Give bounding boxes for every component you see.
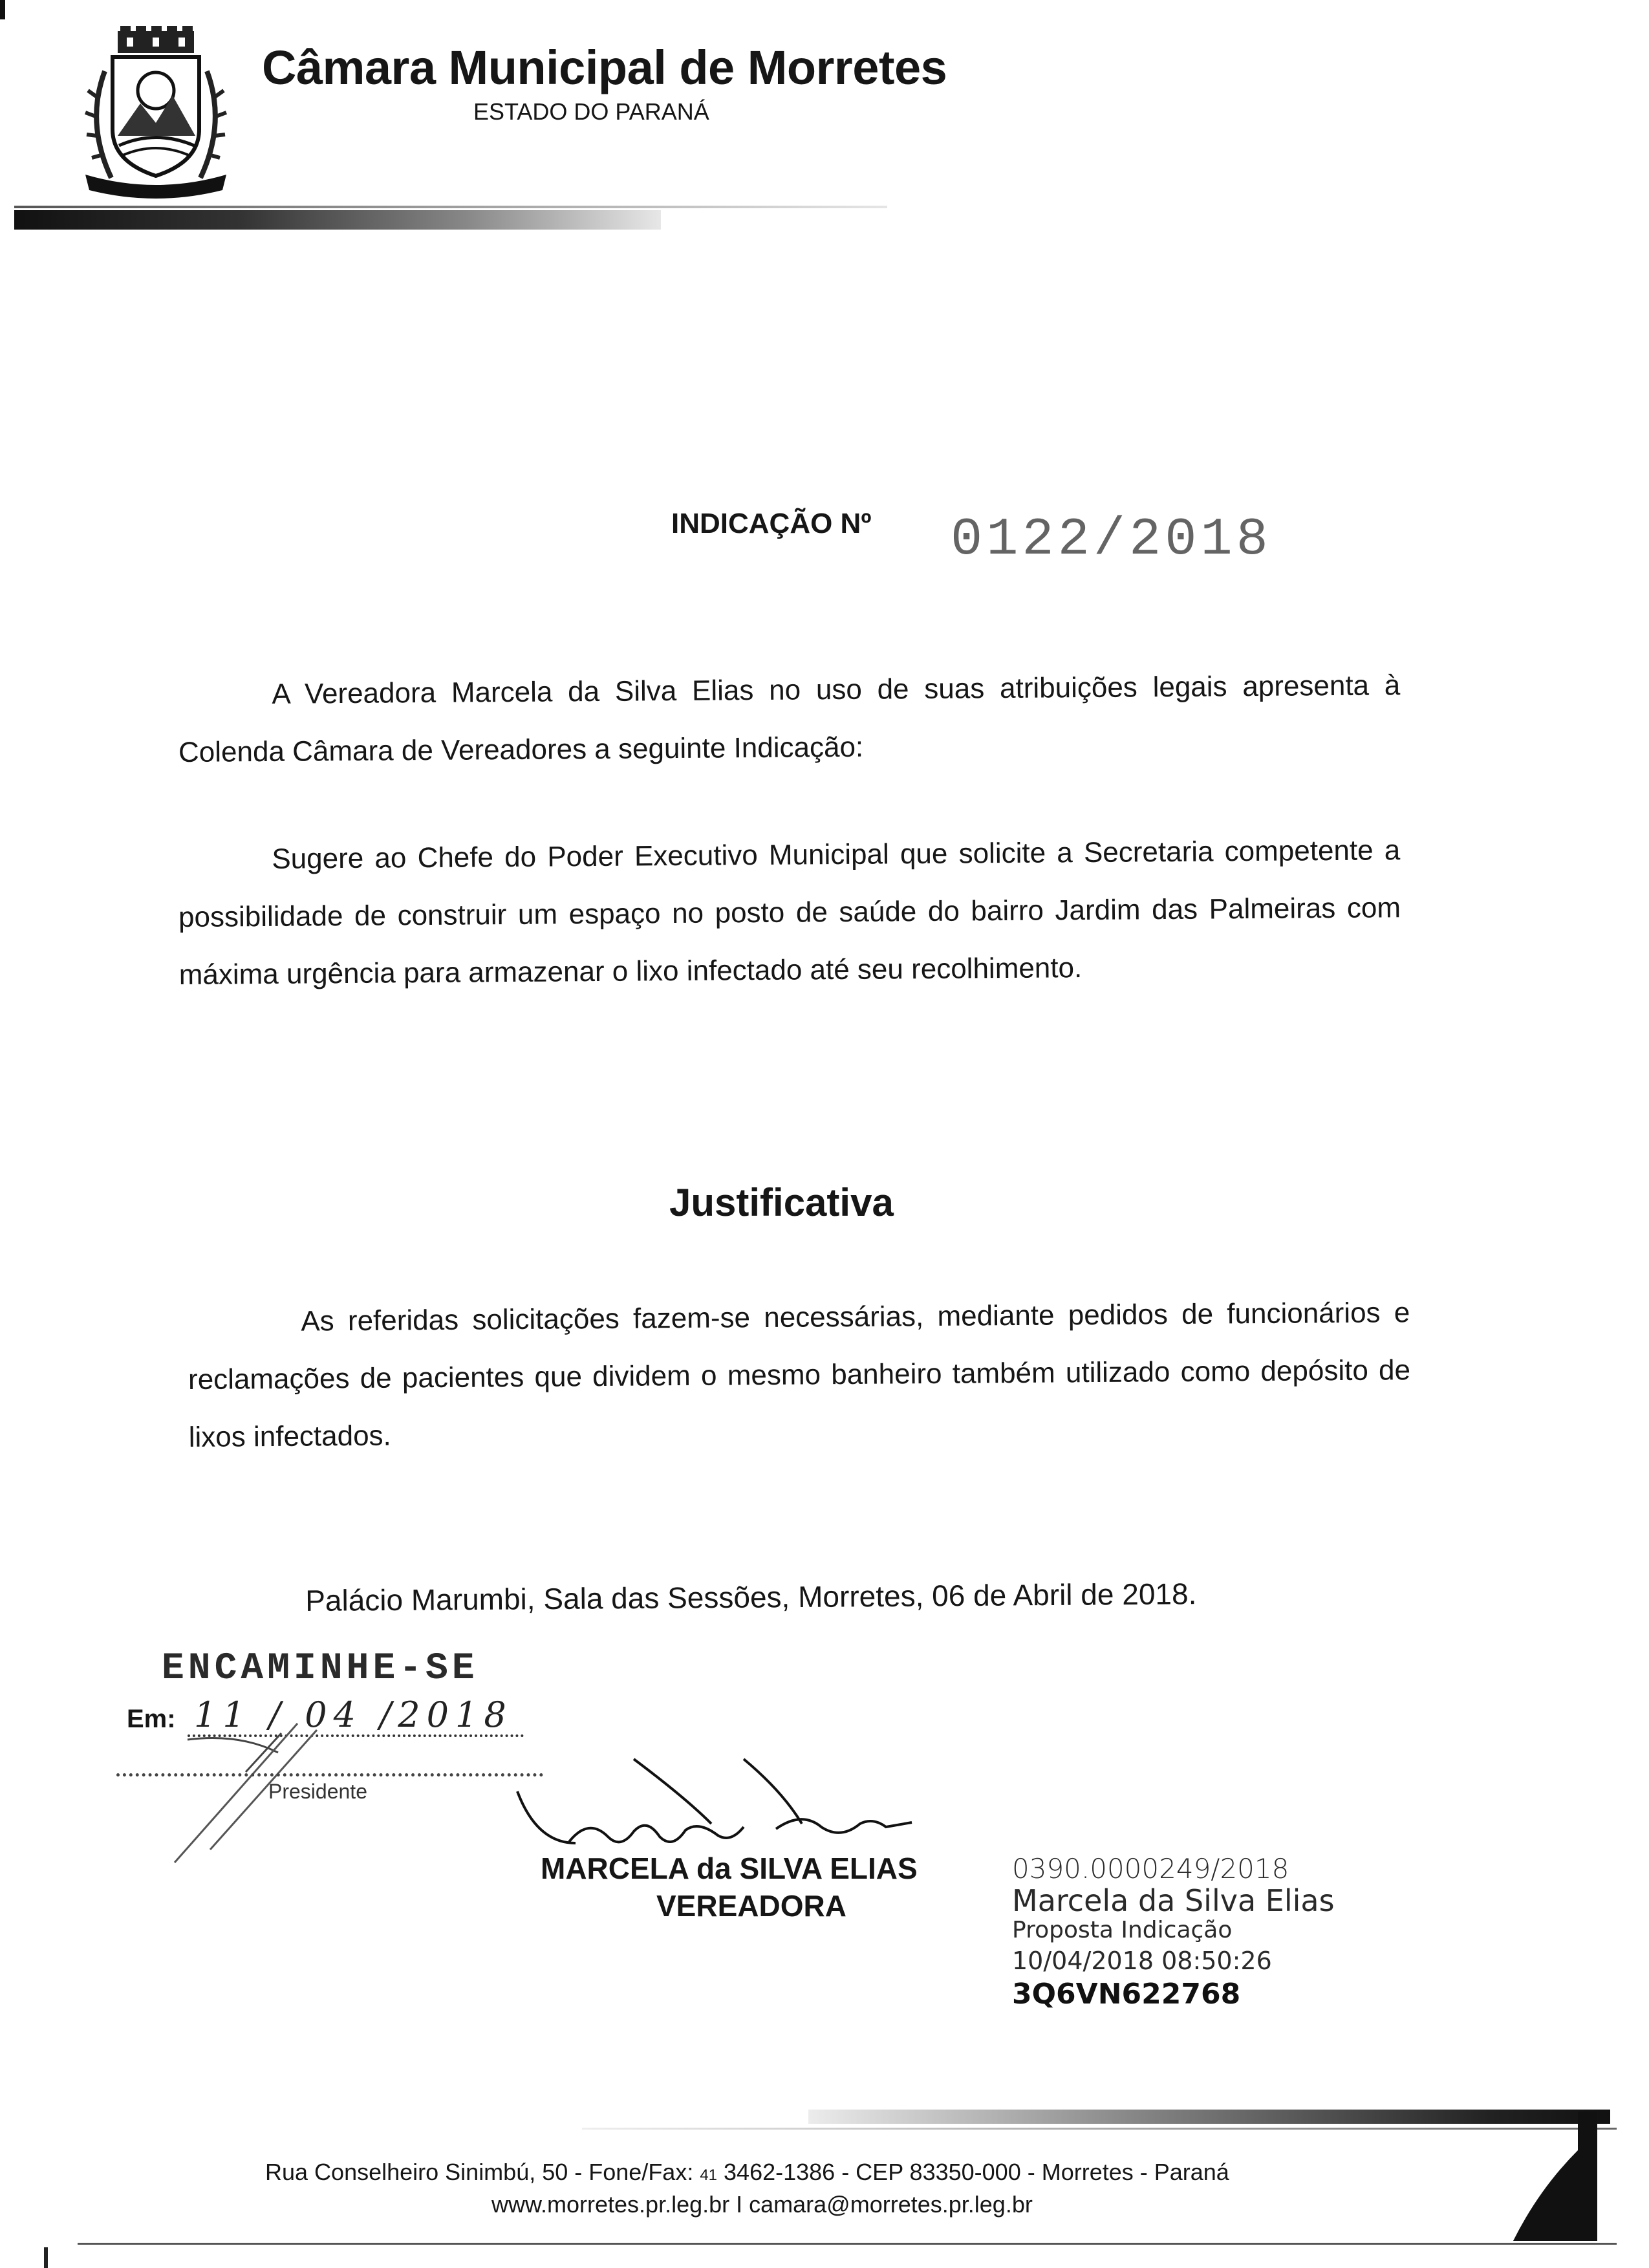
chamber-title: Câmara Municipal de Morretes xyxy=(262,41,947,94)
protocol-number: 0390.0000249/2018 xyxy=(1012,1853,1289,1885)
header-divider-thin xyxy=(14,206,887,208)
footer-address xyxy=(265,2159,1229,2186)
justificativa-paragraph: As referidas solicitações fazem-se necessárias, mediante pedidos de funcionários e reclamações de pacientes que dividem o mesmo banheiro também utilizado como depósito de lixos infectados. xyxy=(188,1297,1411,1453)
request-paragraph: Sugere ao Chefe do Poder Executivo Municipal que solicite a Secretaria competente a possibilidade de construir um espaço no posto de saúde do bairro Jardim das Palmeiras com máxima urgência para armazenar o lixo infectado até seu recolhimento. xyxy=(178,834,1401,991)
footer-divider xyxy=(808,2110,1610,2124)
footer-address-start: Rua Conselheiro Sinimbú, 50 - Fone/Fax: xyxy=(265,2159,700,2185)
scan-edge-mark xyxy=(0,0,5,19)
em-label: Em: xyxy=(127,1705,176,1733)
footer-web-email[interactable]: www.morretes.pr.leg.br I camara@morretes.pr.leg.br xyxy=(491,2191,1033,2218)
justificativa-heading: Justificativa xyxy=(669,1181,894,1224)
president-signature-line xyxy=(116,1773,543,1777)
footer-divider-thin xyxy=(582,2128,1617,2130)
protocol-datetime: 10/04/2018 08:50:26 xyxy=(1012,1947,1272,1975)
state-subtitle: ESTADO DO PARANÁ xyxy=(473,98,709,125)
protocol-type: Proposta Indicação xyxy=(1012,1917,1233,1943)
encaminhe-stamp: ENCAMINHE-SE xyxy=(162,1648,479,1690)
president-label: Presidente xyxy=(268,1780,367,1803)
footer-area-code: 41 xyxy=(700,2166,718,2184)
indicacao-label: INDICAÇÃO Nº xyxy=(671,508,872,539)
place-date-line: Palácio Marumbi, Sala das Sessões, Morretes, 06 de Abril de 2018. xyxy=(305,1577,1197,1617)
indicacao-number: 0122/2018 xyxy=(951,510,1272,570)
signer-name: MARCELA da SILVA ELIAS xyxy=(541,1852,918,1885)
signer-role: VEREADORA xyxy=(656,1889,846,1923)
municipal-crest-icon xyxy=(72,26,239,200)
scan-corner-artifact xyxy=(1500,2111,1597,2241)
bottom-edge-line xyxy=(78,2243,1617,2245)
intro-paragraph: A Vereadora Marcela da Silva Elias no uso de suas atribuições legais apresenta à Colenda Câmara de Vereadores a seguinte Indicação: xyxy=(178,669,1401,768)
protocol-code: 3Q6VN622768 xyxy=(1012,1978,1241,2011)
protocol-author: Marcela da Silva Elias xyxy=(1012,1883,1335,1918)
em-date-handwritten: 11 / 04 /2018 xyxy=(194,1694,513,1735)
scan-edge-mark-bottom xyxy=(44,2247,48,2268)
footer-address-end: 3462-1386 - CEP 83350-000 - Morretes - Paraná xyxy=(717,2159,1229,2185)
header-divider xyxy=(14,210,661,230)
